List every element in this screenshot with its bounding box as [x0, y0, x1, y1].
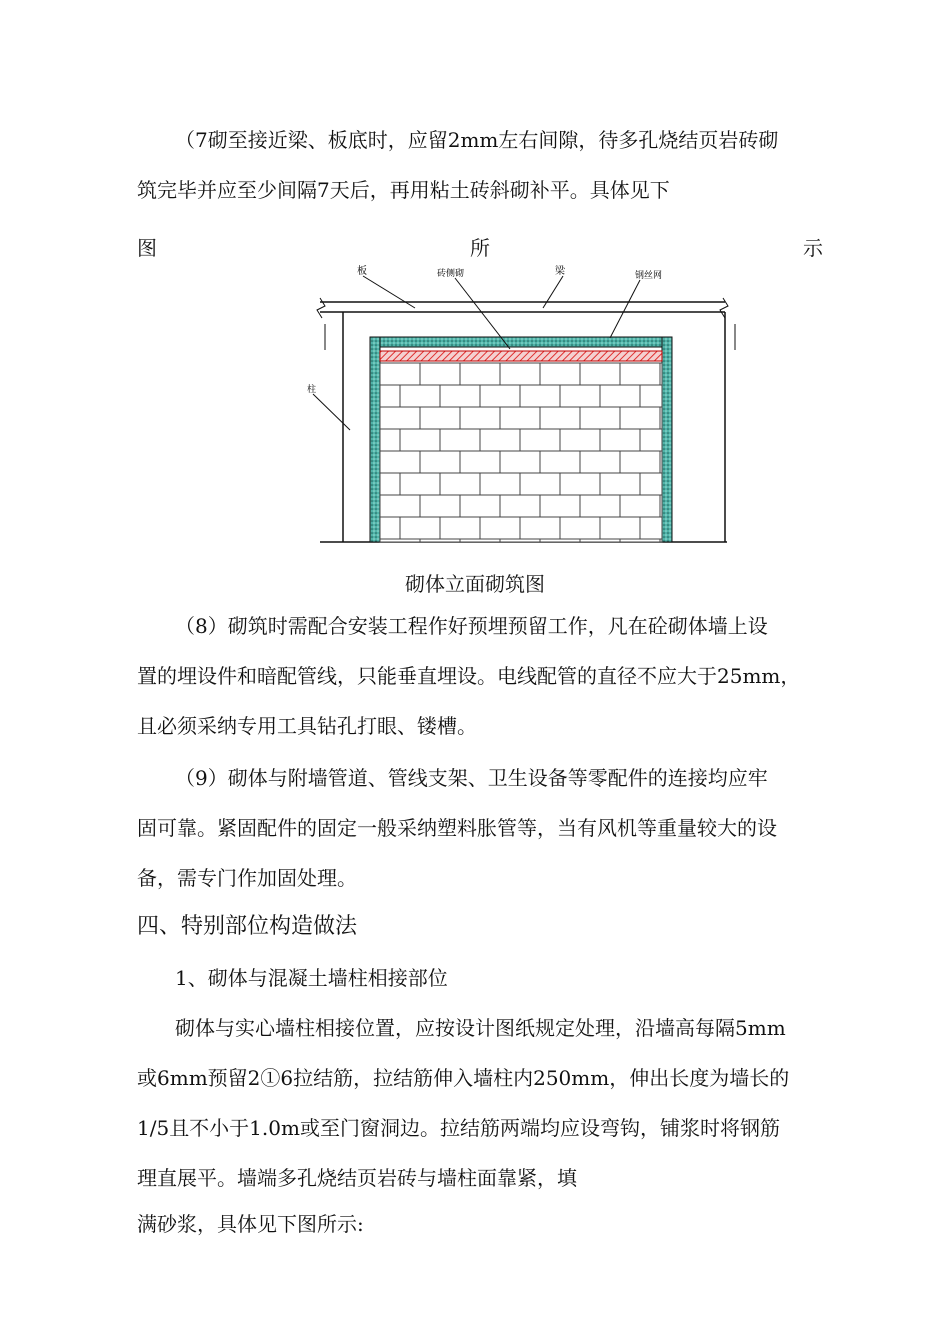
brick: [420, 495, 460, 517]
brick: [600, 473, 640, 495]
paragraph-9-line-2: 固可靠。紧固配件的固定一般采纳塑料胀管等，当有风机等重量较大的设: [137, 816, 777, 840]
brick: [500, 363, 540, 385]
brick: [380, 407, 420, 429]
brick: [620, 539, 660, 542]
brick: [580, 539, 620, 542]
brick: [420, 539, 460, 542]
brick: [560, 517, 600, 539]
brick: [500, 495, 540, 517]
paragraph-8-line-2: 置的埋设件和暗配管线，只能垂直埋设。电线配管的直径不应大于25mm，: [137, 664, 801, 688]
brick: [520, 385, 560, 407]
brick: [420, 363, 460, 385]
brick: [460, 407, 500, 429]
brick: [380, 495, 420, 517]
brick: [540, 495, 580, 517]
brick: [460, 539, 500, 542]
brick: [480, 473, 520, 495]
brick: [620, 495, 660, 517]
brick: [440, 385, 480, 407]
brick: [580, 407, 620, 429]
brick-wall: [380, 363, 662, 542]
brick: [540, 407, 580, 429]
brick: [540, 363, 580, 385]
brick: [660, 363, 662, 385]
paragraph-7-line-3b: 所: [470, 236, 490, 260]
paragraph-7-line-2: 筑完毕并应至少间隔7天后，再用粘土砖斜砌补平。具体见下: [137, 178, 670, 202]
brick: [380, 363, 420, 385]
brick: [380, 451, 420, 473]
brick: [540, 539, 580, 542]
steel-mesh-label: 钢丝网: [635, 271, 663, 281]
brick: [440, 517, 480, 539]
paragraph-8-line-3: 且必须采纳专用工具钻孔打眼、镂槽。: [137, 714, 477, 738]
brick: [380, 385, 400, 407]
brick: [440, 473, 480, 495]
brick: [640, 385, 662, 407]
paragraph-9-line-1: （9）砌体与附墙管道、管线支架、卫生设备等零配件的连接均应牢: [175, 766, 768, 790]
paragraph-1-line-4: 理直展平。墙端多孔烧结页岩砖与墙柱面靠紧，填: [137, 1166, 577, 1190]
section-heading: 四、特别部位构造做法: [137, 914, 358, 939]
brick: [520, 517, 560, 539]
brick: [380, 429, 400, 451]
brick: [460, 363, 500, 385]
brick: [400, 517, 440, 539]
brick: [640, 429, 662, 451]
beam-label: 梁: [555, 266, 565, 277]
paragraph-1-line-1: 砌体与实心墙柱相接位置，应按设计图纸规定处理，沿墙高每隔5mm: [175, 1016, 786, 1040]
brick: [580, 495, 620, 517]
paragraph-7-line-1: （7砌至接近梁、板底时，应留2mm左右间隙，待多孔烧结页岩砖砌: [175, 128, 779, 152]
brick: [520, 473, 560, 495]
brick: [480, 385, 520, 407]
brick: [520, 429, 560, 451]
brick: [440, 429, 480, 451]
brick: [620, 451, 660, 473]
paragraph-1-line-2: 或6mm预留2①6拉结筋，拉结筋伸入墙柱内250mm，伸出长度为墙长的: [137, 1066, 790, 1090]
brick: [480, 429, 520, 451]
brick: [600, 429, 640, 451]
brick: [560, 385, 600, 407]
brick: [580, 451, 620, 473]
brick: [660, 407, 662, 429]
brick: [380, 539, 420, 542]
brick: [500, 407, 540, 429]
brick: [600, 385, 640, 407]
brick: [560, 429, 600, 451]
brick: [560, 473, 600, 495]
brick: [660, 451, 662, 473]
paragraph-1-line-5: 满砂浆，具体见下图所示:: [137, 1212, 364, 1236]
brick: [540, 451, 580, 473]
paragraph-8-line-1: （8）砌筑时需配合安装工程作好预埋预留工作，凡在砼砌体墙上设: [175, 614, 768, 638]
brick: [640, 517, 662, 539]
brick: [380, 517, 400, 539]
brick: [460, 451, 500, 473]
paragraph-7-line-3c: 示: [803, 236, 823, 260]
brick: [400, 429, 440, 451]
brick: [380, 473, 400, 495]
brick-side-label: 砖侧砌: [437, 269, 465, 279]
subheading: 1、砌体与混凝土墙柱相接部位: [175, 966, 448, 990]
brick: [420, 407, 460, 429]
slab-label: 板: [357, 266, 367, 277]
brick: [600, 517, 640, 539]
brick: [500, 451, 540, 473]
brick: [500, 539, 540, 542]
brick: [660, 495, 662, 517]
masonry-elevation-figure: [295, 260, 745, 570]
brick: [480, 517, 520, 539]
column-label: 柱: [307, 385, 317, 395]
brick: [620, 363, 660, 385]
paragraph-1-line-3: 1/5且不小于1.0m或至门窗洞边。拉结筋两端均应设弯钩，铺浆时将钢筋: [137, 1116, 780, 1140]
brick: [400, 385, 440, 407]
brick: [580, 363, 620, 385]
side-laid-brick-row: [380, 351, 662, 361]
brick: [640, 473, 662, 495]
slab-outline: [317, 298, 728, 318]
brick: [620, 407, 660, 429]
figure-caption: 砌体立面砌筑图: [405, 572, 545, 596]
brick: [400, 473, 440, 495]
paragraph-7-line-3a: 图: [137, 236, 157, 260]
paragraph-9-line-3: 备，需专门作加固处理。: [137, 866, 357, 890]
brick: [420, 451, 460, 473]
brick: [660, 539, 662, 542]
brick: [460, 495, 500, 517]
